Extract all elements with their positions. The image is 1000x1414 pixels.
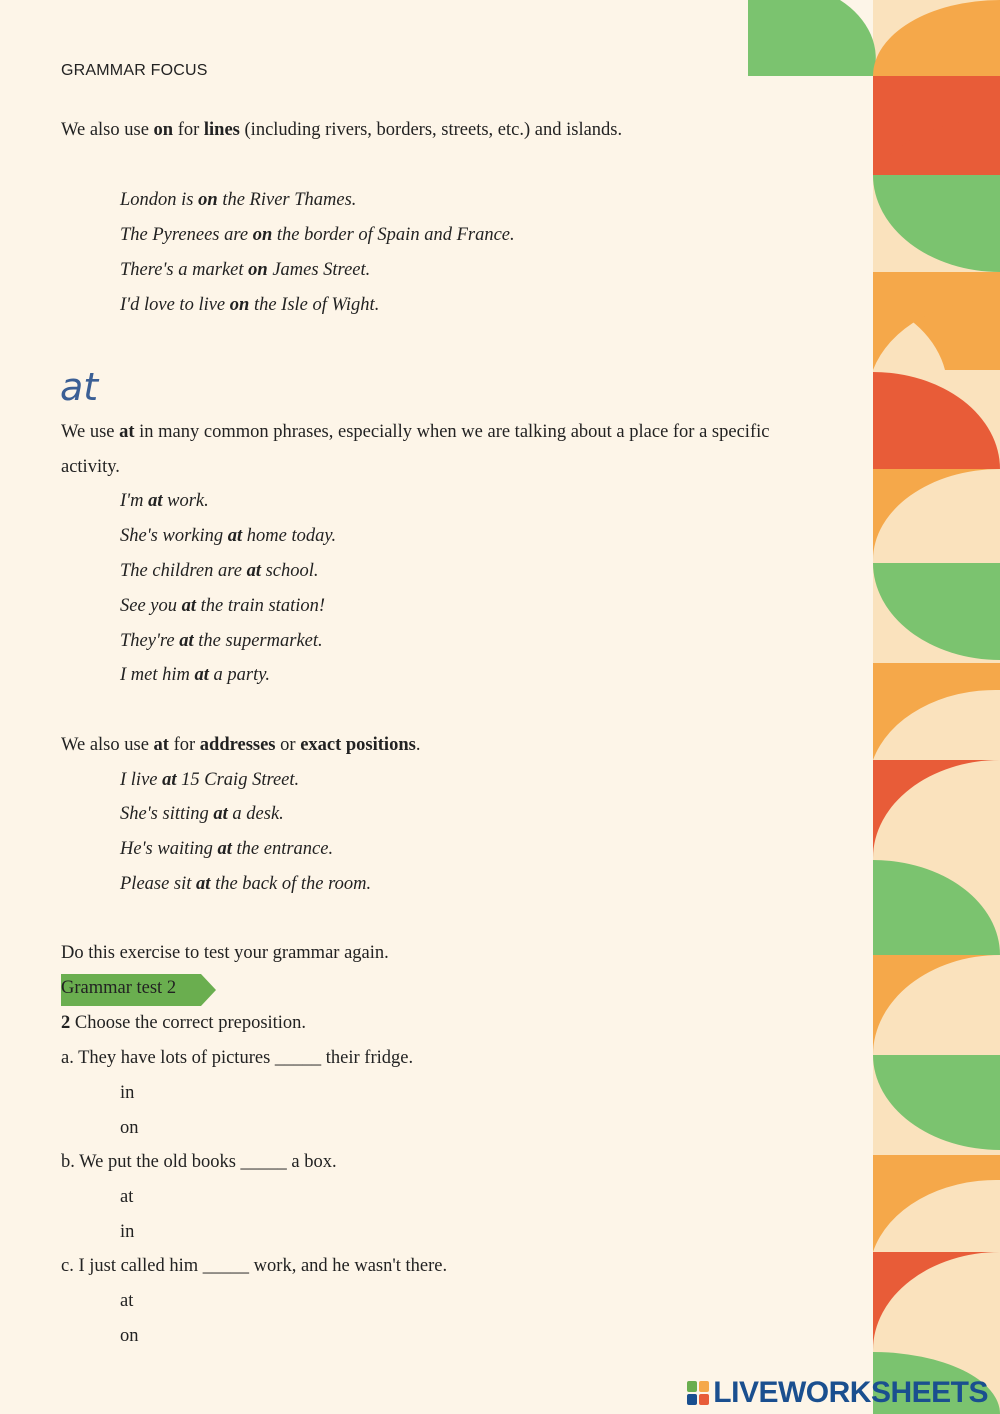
- exercise-instruction: 2 Choose the correct preposition.: [61, 1013, 307, 1033]
- example-sentence: I live at 15 Craig Street.: [120, 770, 300, 790]
- liveworksheets-logo[interactable]: [687, 1376, 988, 1410]
- answer-option[interactable]: on: [120, 1326, 139, 1346]
- exercise-number: 2: [61, 1013, 71, 1033]
- decorative-shapes: [745, 0, 1000, 1414]
- section-heading-at: at: [60, 365, 99, 409]
- tag-label: Grammar test 2: [61, 978, 177, 998]
- question-b: b. We put the old books _____ a box.: [61, 1152, 337, 1172]
- keyword-on: on: [153, 120, 174, 140]
- intro-text: for: [173, 120, 204, 140]
- exercise-prompt: Do this exercise to test your grammar again.: [61, 943, 389, 963]
- example-sentence: She's working at home today.: [120, 526, 337, 546]
- example-sentence: I'm at work.: [120, 491, 209, 511]
- intro-text: (including rivers, borders, streets, etc.) and islands.: [239, 120, 623, 140]
- example-sentence: She's sitting at a desk.: [120, 804, 284, 824]
- example-sentence: I met him at a party.: [120, 665, 271, 685]
- example-sentence: He's waiting at the entrance.: [120, 839, 334, 859]
- intro-text: We also use: [61, 120, 154, 140]
- example-sentence: The Pyrenees are on the border of Spain and France.: [120, 225, 515, 245]
- answer-option[interactable]: at: [120, 1291, 134, 1311]
- logo-icon: [687, 1381, 709, 1405]
- question-a: a. They have lots of pictures _____ their fridge.: [61, 1048, 414, 1068]
- on-lines-intro: [61, 119, 622, 141]
- at-intro-line2: activity.: [61, 457, 120, 477]
- answer-option[interactable]: in: [120, 1222, 135, 1242]
- example-sentence: Please sit at the back of the room.: [120, 874, 372, 894]
- answer-option[interactable]: in: [120, 1083, 135, 1103]
- example-sentence: The children are at school.: [120, 561, 319, 581]
- example-sentence: They're at the supermarket.: [120, 631, 323, 651]
- example-sentence: There's a market on James Street.: [120, 260, 371, 280]
- keyword-lines: lines: [203, 120, 240, 140]
- answer-option[interactable]: on: [120, 1118, 139, 1138]
- at-intro-line1: We use at in many common phrases, especially when we are talking about a place for a specific: [61, 422, 770, 442]
- example-sentence: See you at the train station!: [120, 596, 326, 616]
- page-header: GRAMMAR FOCUS: [61, 62, 208, 79]
- example-sentence: London is on the River Thames.: [120, 190, 357, 210]
- example-sentence: I'd love to live on the Isle of Wight.: [120, 295, 380, 315]
- answer-option[interactable]: at: [120, 1187, 134, 1207]
- at-addresses-intro: We also use at for addresses or exact positions.: [61, 735, 421, 755]
- question-c: c. I just called him _____ work, and he wasn't there.: [61, 1256, 448, 1276]
- brand-name: LIVEWORKSHEETS: [713, 1376, 988, 1409]
